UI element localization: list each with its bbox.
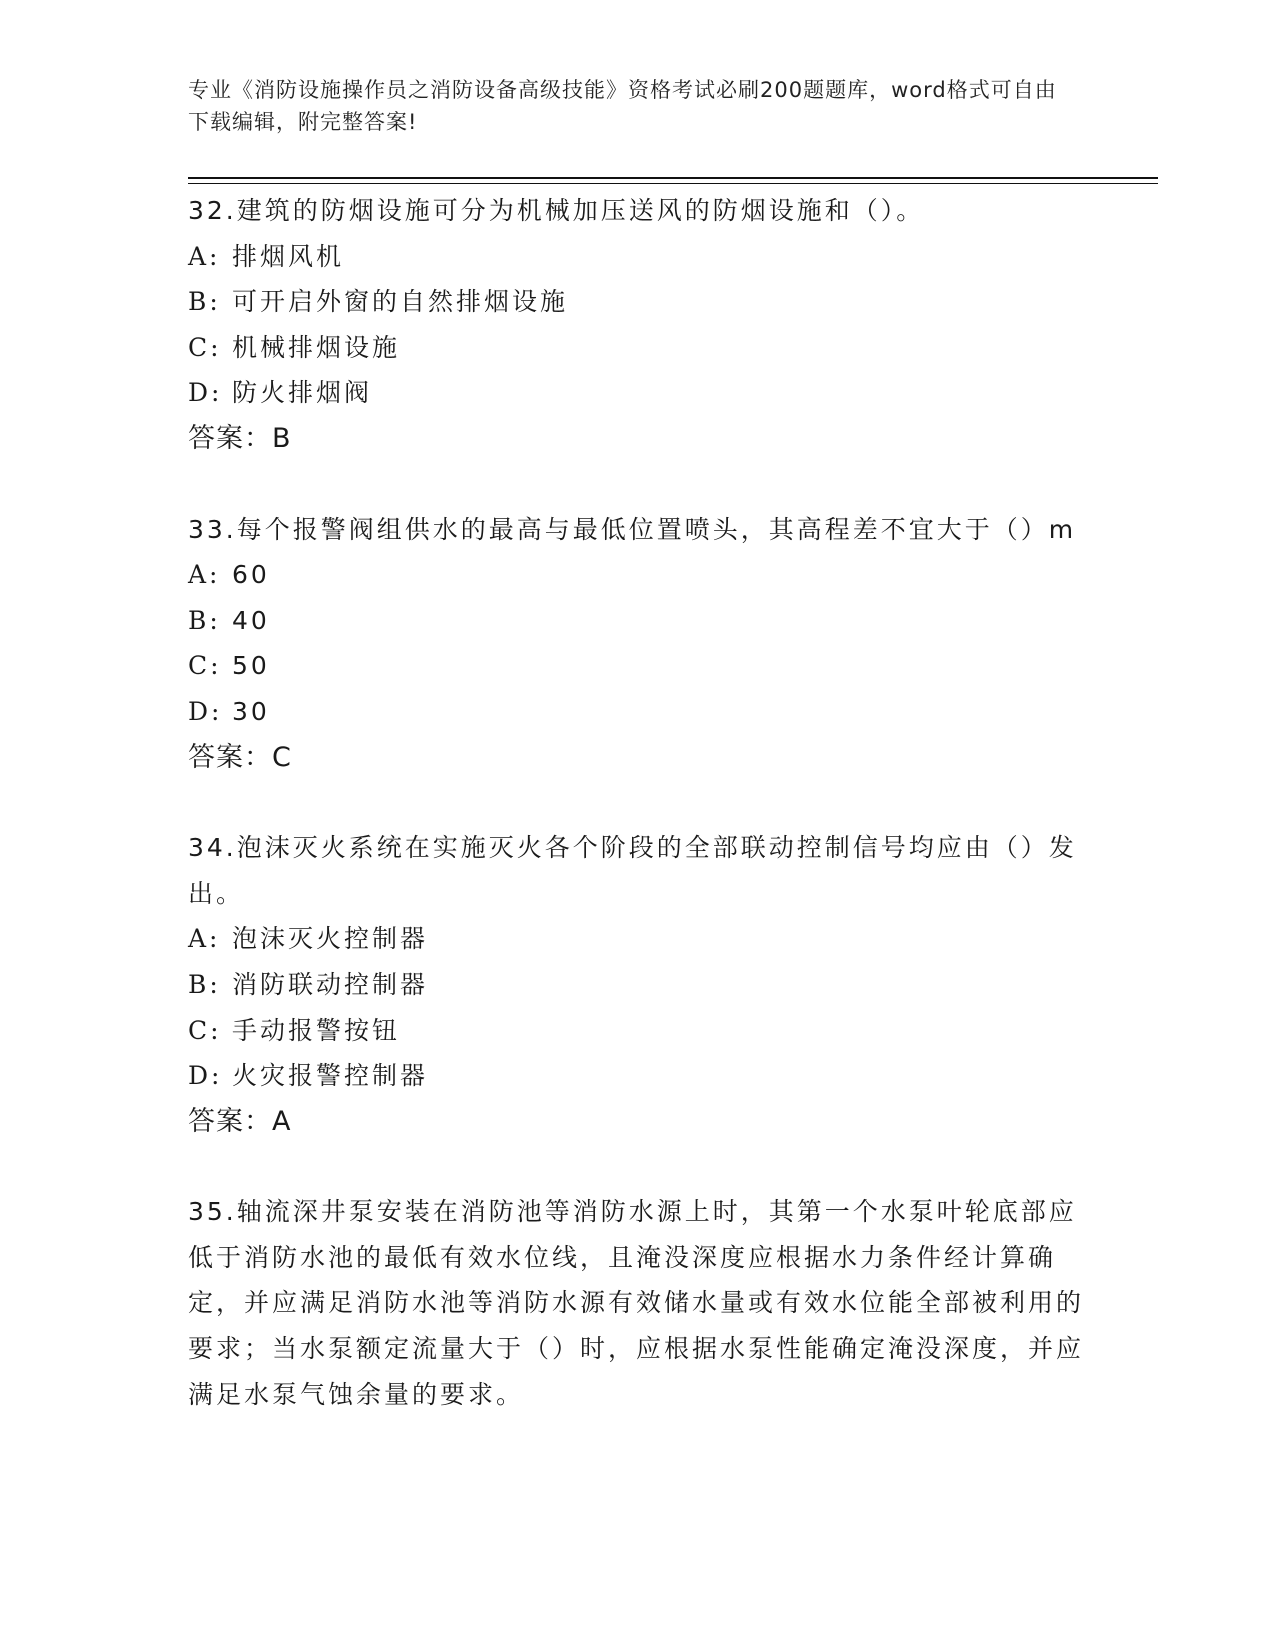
question-32 (188, 188, 1088, 462)
option-text: 手动报警按钮 (232, 1015, 401, 1045)
option-letter: C: (188, 332, 222, 362)
option-letter: D: (188, 378, 223, 408)
option-letter: C: (188, 651, 222, 681)
option-b (188, 598, 1088, 644)
header-divider-thin (188, 183, 1158, 184)
question-stem: 35.轴流深井泵安装在消防池等消防水源上时，其第一个水泵叶轮底部应低于消防水池的最低有效水位线，且淹没深度应根据水力条件经计算确定，并应满足消防水池等消防水源有效储水量或有效水位能全部被利用的要求；当水泵额定流量大于（）时，应根据水泵性能确定淹没深度，并应满足水泵气蚀余量的要求。 (188, 1197, 1085, 1409)
option-text: 50 (232, 651, 270, 681)
option-b (188, 962, 1088, 1008)
option-text: 40 (232, 605, 270, 635)
option-letter: C: (188, 1015, 222, 1045)
option-text: 火灾报警控制器 (232, 1061, 429, 1091)
question-34 (188, 825, 1088, 1144)
question-35 (188, 1189, 1088, 1417)
option-text: 防火排烟阀 (232, 378, 373, 408)
option-letter: B: (188, 287, 221, 317)
option-d (188, 1053, 1088, 1099)
question-stem: 32.建筑的防烟设施可分为机械加压送风的防烟设施和（）。 (188, 196, 925, 225)
option-c (188, 325, 1088, 371)
option-a (188, 552, 1088, 598)
option-letter: A: (188, 924, 221, 954)
option-text: 60 (232, 560, 270, 590)
option-c (188, 1008, 1088, 1054)
answer-line: 答案：B (188, 422, 292, 454)
question-list (188, 188, 1088, 1462)
question-33 (188, 507, 1088, 781)
option-text: 机械排烟设施 (232, 332, 401, 362)
answer-line: 答案：A (188, 1105, 292, 1137)
document-header: 专业《消防设施操作员之消防设备高级技能》资格考试必刷200题题库，word格式可自由下载编辑，附完整答案! (188, 78, 1057, 134)
option-letter: A: (188, 241, 221, 271)
option-d (188, 689, 1088, 735)
header-divider-thick (188, 177, 1158, 179)
option-letter: B: (188, 605, 221, 635)
option-text: 可开启外窗的自然排烟设施 (232, 287, 569, 317)
option-c (188, 643, 1088, 689)
option-text: 泡沫灭火控制器 (232, 924, 429, 954)
option-letter: D: (188, 696, 223, 726)
option-letter: B: (188, 969, 221, 999)
option-a (188, 234, 1088, 280)
option-letter: D: (188, 1061, 223, 1091)
option-text: 排烟风机 (232, 241, 345, 271)
option-d (188, 370, 1088, 416)
option-text: 消防联动控制器 (232, 969, 429, 999)
option-letter: A: (188, 560, 221, 590)
question-stem: 34.泡沫灭火系统在实施灭火各个阶段的全部联动控制信号均应由（）发出。 (188, 833, 1077, 908)
option-text: 30 (232, 696, 270, 726)
option-a (188, 916, 1088, 962)
option-b (188, 279, 1088, 325)
question-stem: 33.每个报警阀组供水的最高与最低位置喷头，其高程差不宜大于（）m (188, 514, 1077, 544)
answer-line: 答案：C (188, 741, 292, 773)
